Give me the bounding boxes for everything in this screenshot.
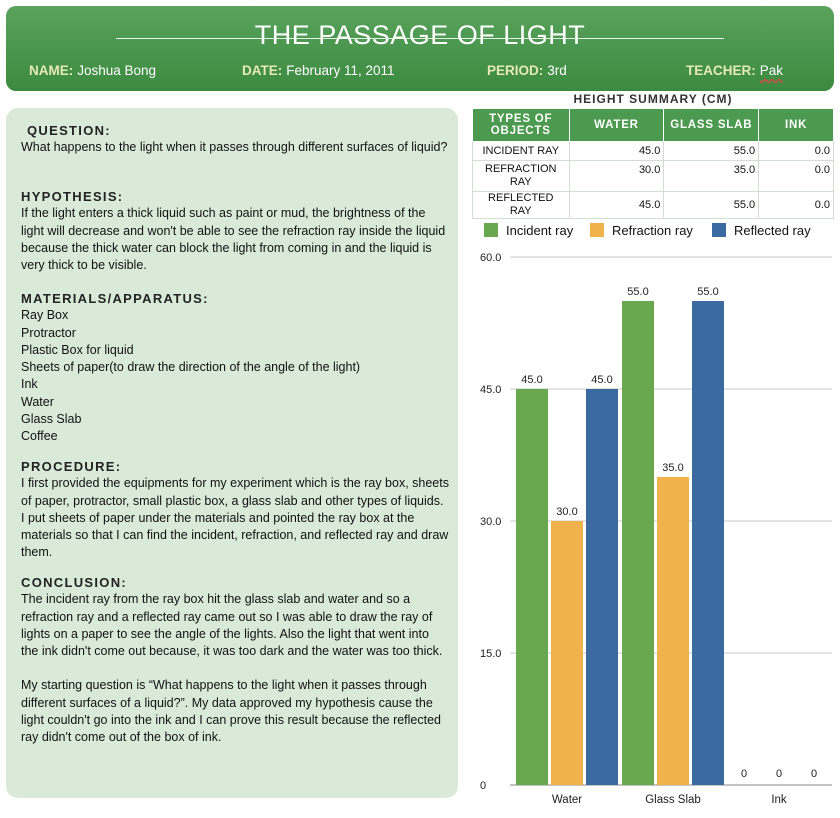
question-section: [21, 122, 449, 157]
bar-refraction-ray: [551, 521, 583, 785]
table-cell: 55.0: [664, 142, 759, 161]
y-tick-label: 0: [480, 780, 487, 792]
x-category-label: Water: [551, 794, 583, 806]
conclusion-paragraph: The incident ray from the ray box hit the glass slab and water and so a refraction ray and a reflected ray came out so I was able to draw the ray of lights on a paper to see the angle of the lights. Also the light that went into the ink didn't come out because, it was too dark and the water was too thick.: [21, 592, 443, 659]
legend-label: Incident ray: [506, 223, 574, 238]
y-tick-label: 45.0: [480, 384, 502, 396]
date-field: [242, 63, 395, 78]
legend-item-reflected: [712, 223, 811, 238]
summary-title: HEIGHT SUMMARY (CM): [573, 92, 733, 106]
legend-item-refraction: [590, 223, 693, 238]
materials-item: Ink: [21, 377, 38, 392]
table-cell: 0.0: [759, 192, 834, 219]
legend-swatch-incident: [484, 223, 498, 237]
teacher-value: Pak: [759, 63, 784, 78]
name-field: [29, 63, 156, 78]
legend-label: Reflected ray: [734, 223, 811, 238]
table-header-row: [473, 109, 834, 142]
materials-item: Plastic Box for liquid: [21, 342, 134, 357]
x-category-label: Glass Slab: [645, 794, 701, 806]
bar-value-label: 0: [810, 768, 818, 780]
column-header: TYPES OF OBJECTS: [473, 109, 570, 142]
table-cell: 55.0: [664, 192, 759, 219]
report-panel: [6, 108, 458, 798]
table-row: [473, 161, 834, 192]
teacher-label: TEACHER:: [686, 63, 756, 78]
period-label: PERIOD:: [487, 63, 544, 78]
date-label: DATE:: [242, 63, 283, 78]
materials-item: Glass Slab: [21, 412, 82, 427]
bar-incident-ray: [622, 301, 654, 785]
procedure-text: I first provided the equipments for my experiment which is the ray box, sheets of paper, protractor, small plastic box, a glass slab and other types of liquids. I put sheets of paper under the materials and pointed the ray box at the materials so that I can find the incident, refraction, and reflected ray and draw them.: [21, 476, 449, 560]
conclusion-heading: CONCLUSION:: [21, 575, 128, 590]
table-cell: 0.0: [759, 161, 834, 192]
bar-value-label: 55.0: [697, 286, 719, 298]
conclusion-paragraph: My starting question is “What happens to the light when it passes through different surfaces of a liquid?”. My data approved my hypothesis cause the light couldn't go into the ink and I can prove this result because the reflected ray didn't come out of the box of ink.: [21, 678, 442, 745]
materials-item: Protractor: [21, 325, 76, 340]
column-header: WATER: [569, 109, 664, 142]
materials-item: Sheets of paper(to draw the direction of the angle of the light): [21, 360, 361, 375]
materials-item: Water: [21, 394, 54, 409]
question-heading: QUESTION:: [27, 123, 111, 138]
legend-swatch-reflected: [712, 223, 726, 237]
table-cell: 45.0: [569, 142, 664, 161]
legend-item-incident: [484, 223, 573, 238]
materials-section: [21, 290, 449, 446]
row-label: REFRACTION RAY: [473, 161, 570, 192]
height-summary-table: [472, 108, 834, 219]
materials-item: Coffee: [21, 429, 58, 444]
chart-plot: [462, 215, 840, 813]
question-text: What happens to the light when it passes through different surfaces of liquid?: [21, 140, 448, 155]
bar-value-label: 0: [740, 768, 748, 780]
table-cell: 35.0: [664, 161, 759, 192]
column-header: INK: [759, 109, 834, 142]
table-row: [473, 142, 834, 161]
name-value: Joshua Bong: [77, 63, 157, 78]
materials-item: Ray Box: [21, 308, 69, 323]
table-cell: 45.0: [569, 192, 664, 219]
conclusion-section: [21, 574, 449, 747]
bar-reflected-ray: [586, 389, 618, 785]
procedure-section: [21, 458, 449, 562]
legend-label: Refraction ray: [612, 223, 693, 238]
bar-value-label: 0: [775, 768, 783, 780]
bar-value-label: 45.0: [591, 374, 613, 386]
bar-refraction-ray: [657, 477, 689, 785]
y-tick-label: 60.0: [480, 252, 502, 264]
x-category-label: Ink: [771, 794, 787, 806]
table-cell: 0.0: [759, 142, 834, 161]
bar-value-label: 45.0: [521, 374, 543, 386]
bar-value-label: 55.0: [627, 286, 649, 298]
hypothesis-text: If the light enters a thick liquid such as paint or mud, the brightness of the light will decrease and won't be able to see the refraction ray inside the liquid because the thick water can block the light from coming in and the liquid is very thick to be visible.: [21, 206, 446, 273]
bar-reflected-ray: [692, 301, 724, 785]
materials-heading: MATERIALS/APPARATUS:: [21, 291, 209, 306]
header-banner: [6, 6, 834, 91]
y-tick-label: 30.0: [480, 516, 502, 528]
hypothesis-section: [21, 188, 449, 274]
period-value: 3rd: [547, 63, 567, 78]
bar-incident-ray: [516, 389, 548, 785]
bar-value-label: 30.0: [556, 506, 578, 518]
row-label: INCIDENT RAY: [473, 142, 570, 161]
page-title: THE PASSAGE OF LIGHT: [254, 20, 586, 50]
column-header: GLASS SLAB: [664, 109, 759, 142]
hypothesis-heading: HYPOTHESIS:: [21, 189, 124, 204]
period-field: [487, 63, 567, 78]
table-cell: 30.0: [569, 161, 664, 192]
procedure-heading: PROCEDURE:: [21, 459, 122, 474]
name-label: NAME:: [29, 63, 74, 78]
legend-swatch-refraction: [590, 223, 604, 237]
y-tick-label: 15.0: [480, 648, 502, 660]
bar-value-label: 35.0: [662, 462, 684, 474]
row-label: REFLECTED RAY: [473, 192, 570, 219]
teacher-field: [686, 63, 783, 78]
bar-chart: [462, 215, 840, 813]
date-value: February 11, 2011: [286, 63, 395, 78]
